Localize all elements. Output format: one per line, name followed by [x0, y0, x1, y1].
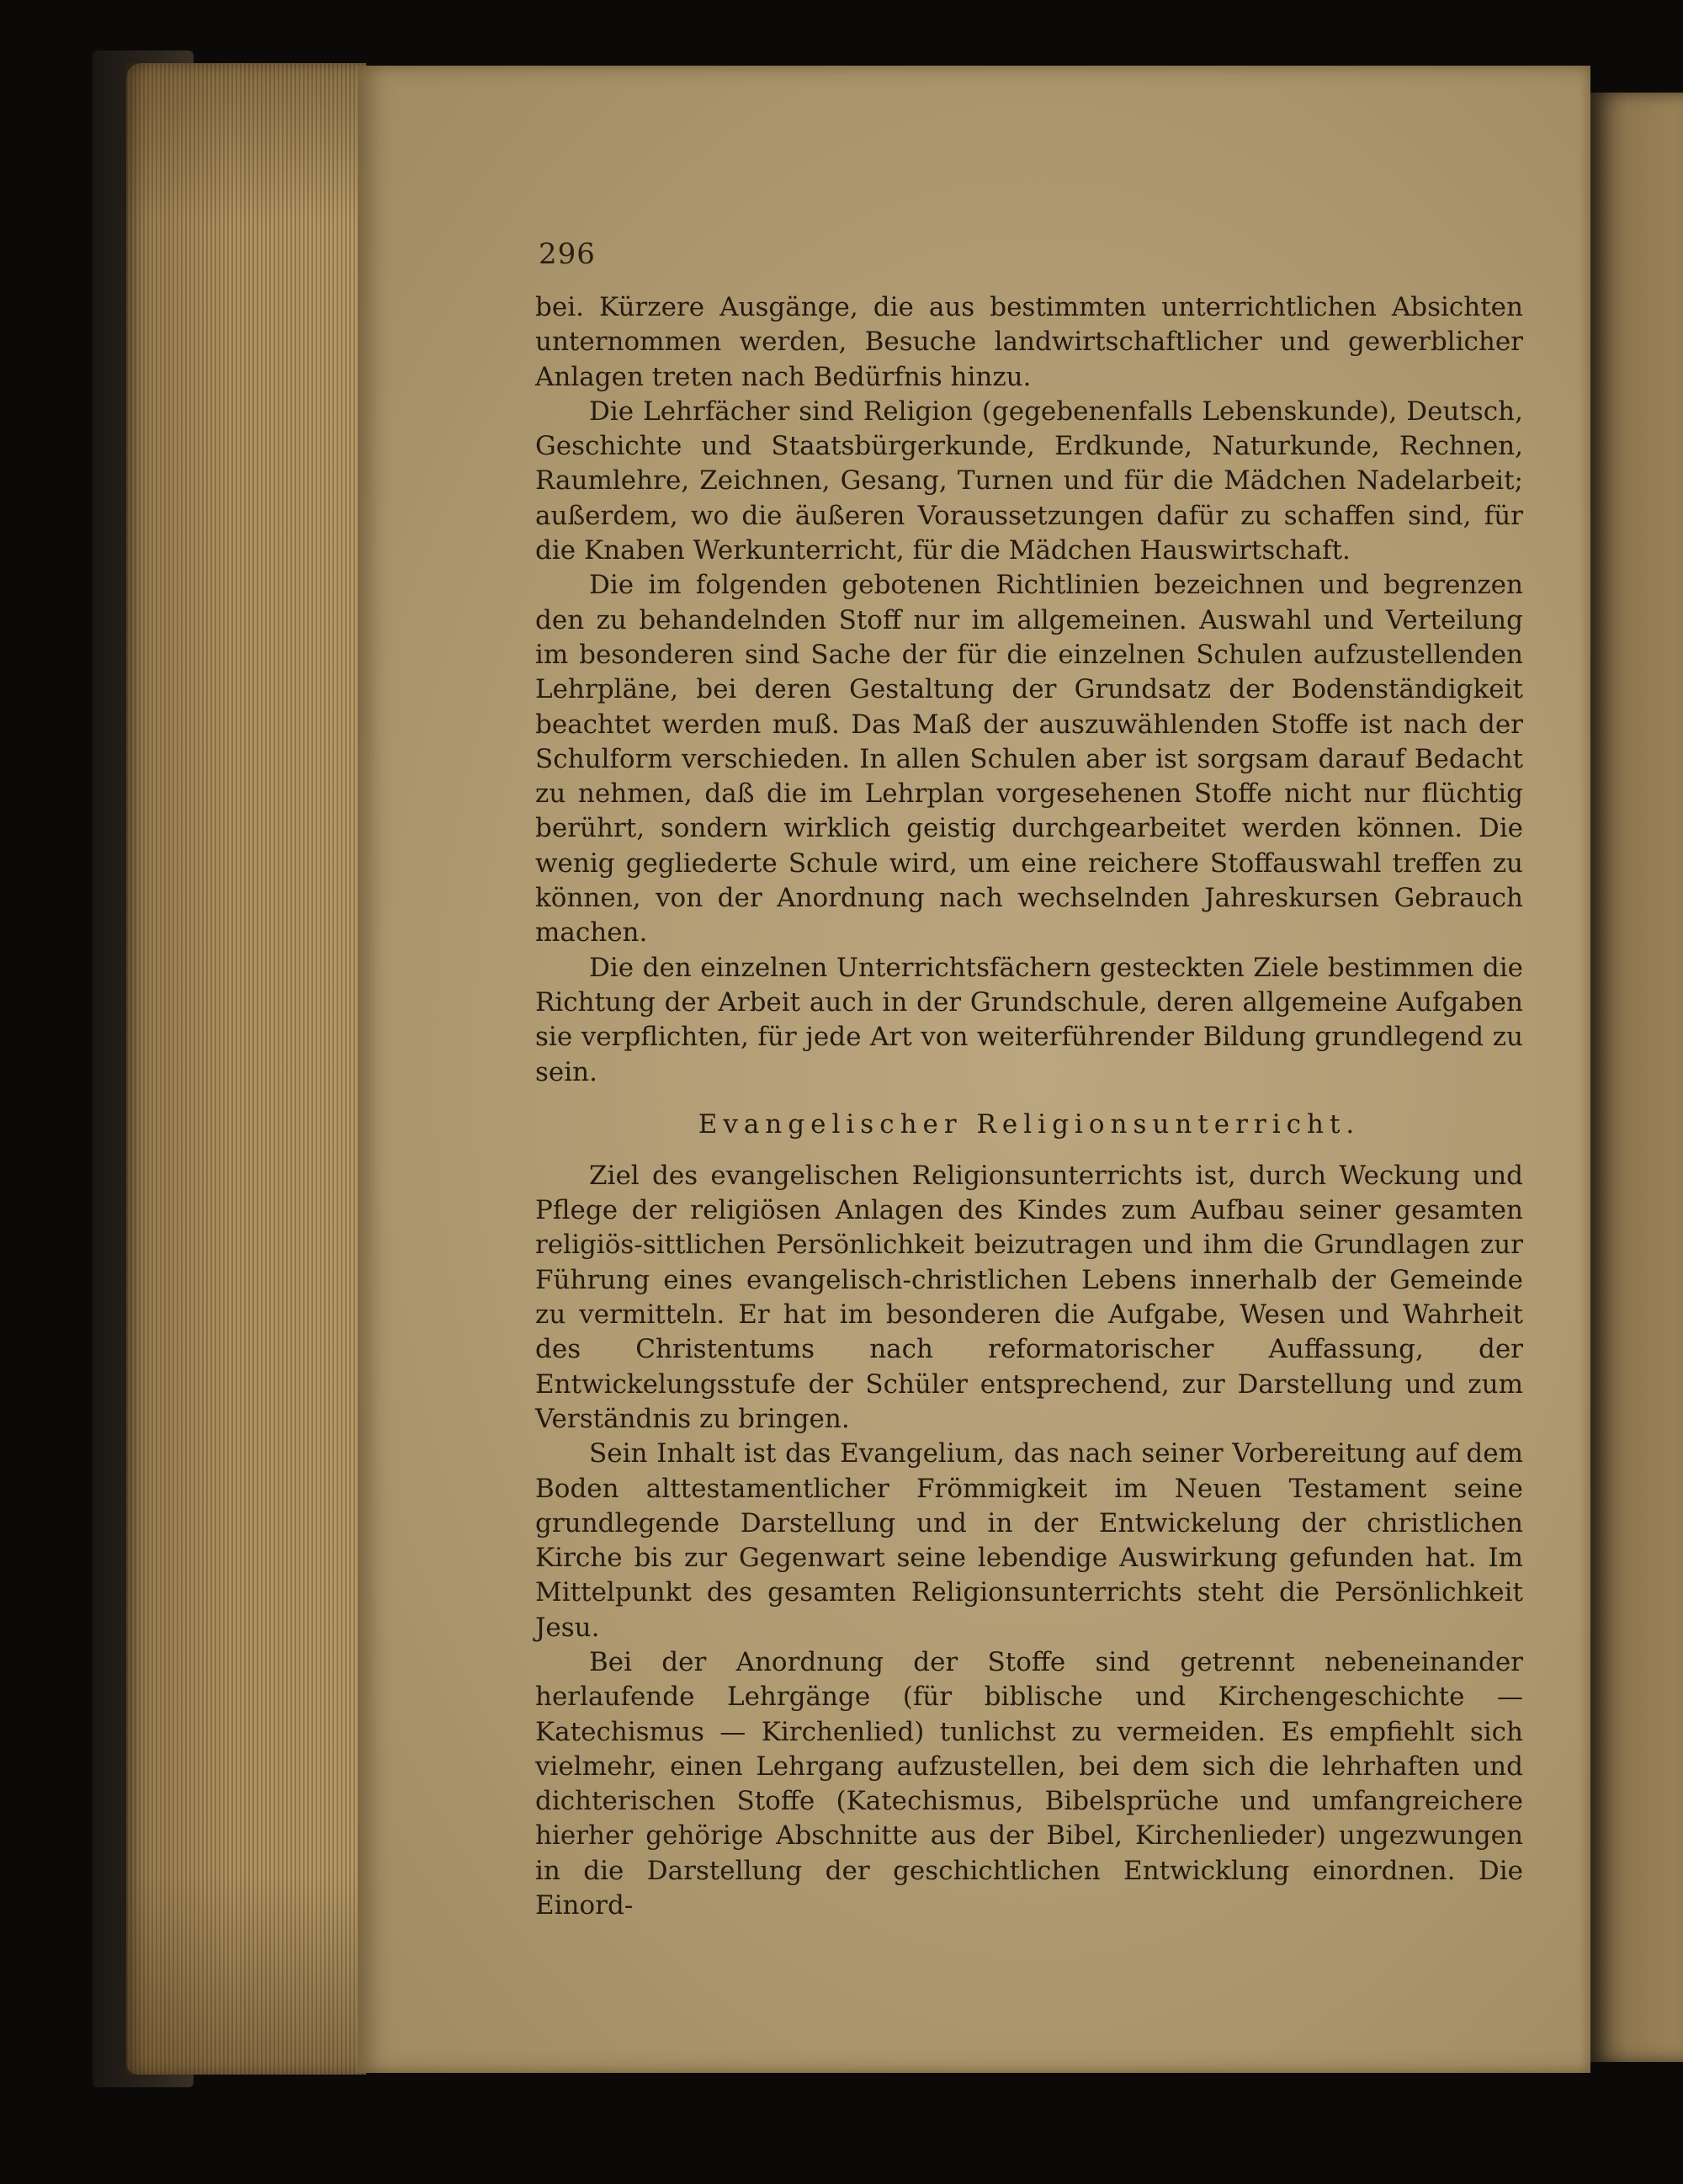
facing-page-edge: [1590, 93, 1683, 2062]
paragraph-4: Die den einzelnen Unterrichtsfächern gesteckten Ziele bestimmen die Richtung der Arbeit auch in der Grundschule, deren allgemeine Aufgaben sie verpflichten, für jede Art von weiterführender Bildung grundlegend zu sein.: [535, 952, 1523, 1087]
paragraph-2: Die Lehrfächer sind Religion (gegebenenfalls Lebenskunde), Deutsch, Geschichte und Staatsbürgerkunde, Erdkunde, Naturkunde, Rechnen, Raumlehre, Zeichnen, Gesang, Turnen und für die Mädchen Nadelarbeit; außerdem, wo die äußeren Voraussetzungen dafür zu schaffen sind, für die Knaben Werkunterricht, für die Mädchen Hauswirtschaft.: [535, 396, 1523, 566]
paragraph-1: bei. Kürzere Ausgänge, die aus bestimmten unterrichtlichen Absichten unternommen werden, Besuche landwirtschaftlicher und gewerblicher Anlagen treten nach Bedürfnis hinzu.: [535, 292, 1523, 392]
paragraph-5: Ziel des evangelischen Religionsunterrichts ist, durch Weckung und Pflege der religiösen Anlagen des Kindes zum Aufbau seiner gesamten religiös-sittlichen Persönlichkeit beizutragen und ihm die Grundlagen zur Führung eines evangelisch-christlichen Lebens innerhalb der Gemeinde zu vermitteln. Er hat im besonderen die Aufgabe, Wesen und Wahrheit des Christentums nach reformatorischer Auffassung, der Entwickelungsstufe der Schüler entsprechend, zur Darstellung und zum Verständnis zu bringen.: [535, 1160, 1523, 1434]
paragraph-6: Sein Inhalt ist das Evangelium, das nach seiner Vorbereitung auf dem Boden alttestamentlicher Frömmigkeit im Neuen Testament seine grundlegende Darstellung und in der Entwickelung der christlichen Kirche bis zur Gegenwart seine lebendige Auswirkung gefunden hat. Im Mittelpunkt des gesamten Religionsunterrichts steht die Persönlichkeit Jesu.: [535, 1438, 1523, 1643]
paragraph-7: Bei der Anordnung der Stoffe sind getrennt nebeneinander herlaufende Lehrgänge (für biblische und Kirchengeschichte — Katechismus — Kirchenlied) tunlichst zu vermeiden. Es empfiehlt sich vielmehr, einen Lehrgang aufzustellen, bei dem sich die lehrhaften und dichterischen Stoffe (Katechismus, Bibelsprüche und umfangreichere hierher gehörige Abschnitte aus der Bibel, Kirchenlieder) ungezwungen in die Darstellung der geschichtlichen Entwicklung einordnen. Die Einord-: [535, 1646, 1523, 1921]
header-spacer: [535, 236, 1523, 290]
page-body: [535, 236, 1523, 1923]
section-heading: Evangelischer Religionsunterricht.: [698, 1108, 1361, 1140]
paragraph-3: Die im folgenden gebotenen Richtlinien bezeichnen und begrenzen den zu behandelnden Stoff nur im allgemeinen. Auswahl und Verteilung im besonderen sind Sache der für die einzelnen Schulen aufzustellenden Lehrpläne, bei deren Gestaltung der Grundsatz der Bodenständigkeit beachtet werden muß. Das Maß der auszuwählenden Stoffe ist nach der Schulform verschieden. In allen Schulen aber ist sorgsam darauf Bedacht zu nehmen, daß die im Lehrplan vorgesehenen Stoffe nicht nur flüchtig berührt, sondern wirklich geistig durchgearbeitet werden können. Die wenig gegliederte Schule wird, um eine reichere Stoffauswahl treffen zu können, von der Anordnung nach wechselnden Jahreskursen Gebrauch machen.: [535, 570, 1523, 949]
page-number: 296: [539, 237, 596, 271]
page-edges: [126, 63, 366, 2075]
